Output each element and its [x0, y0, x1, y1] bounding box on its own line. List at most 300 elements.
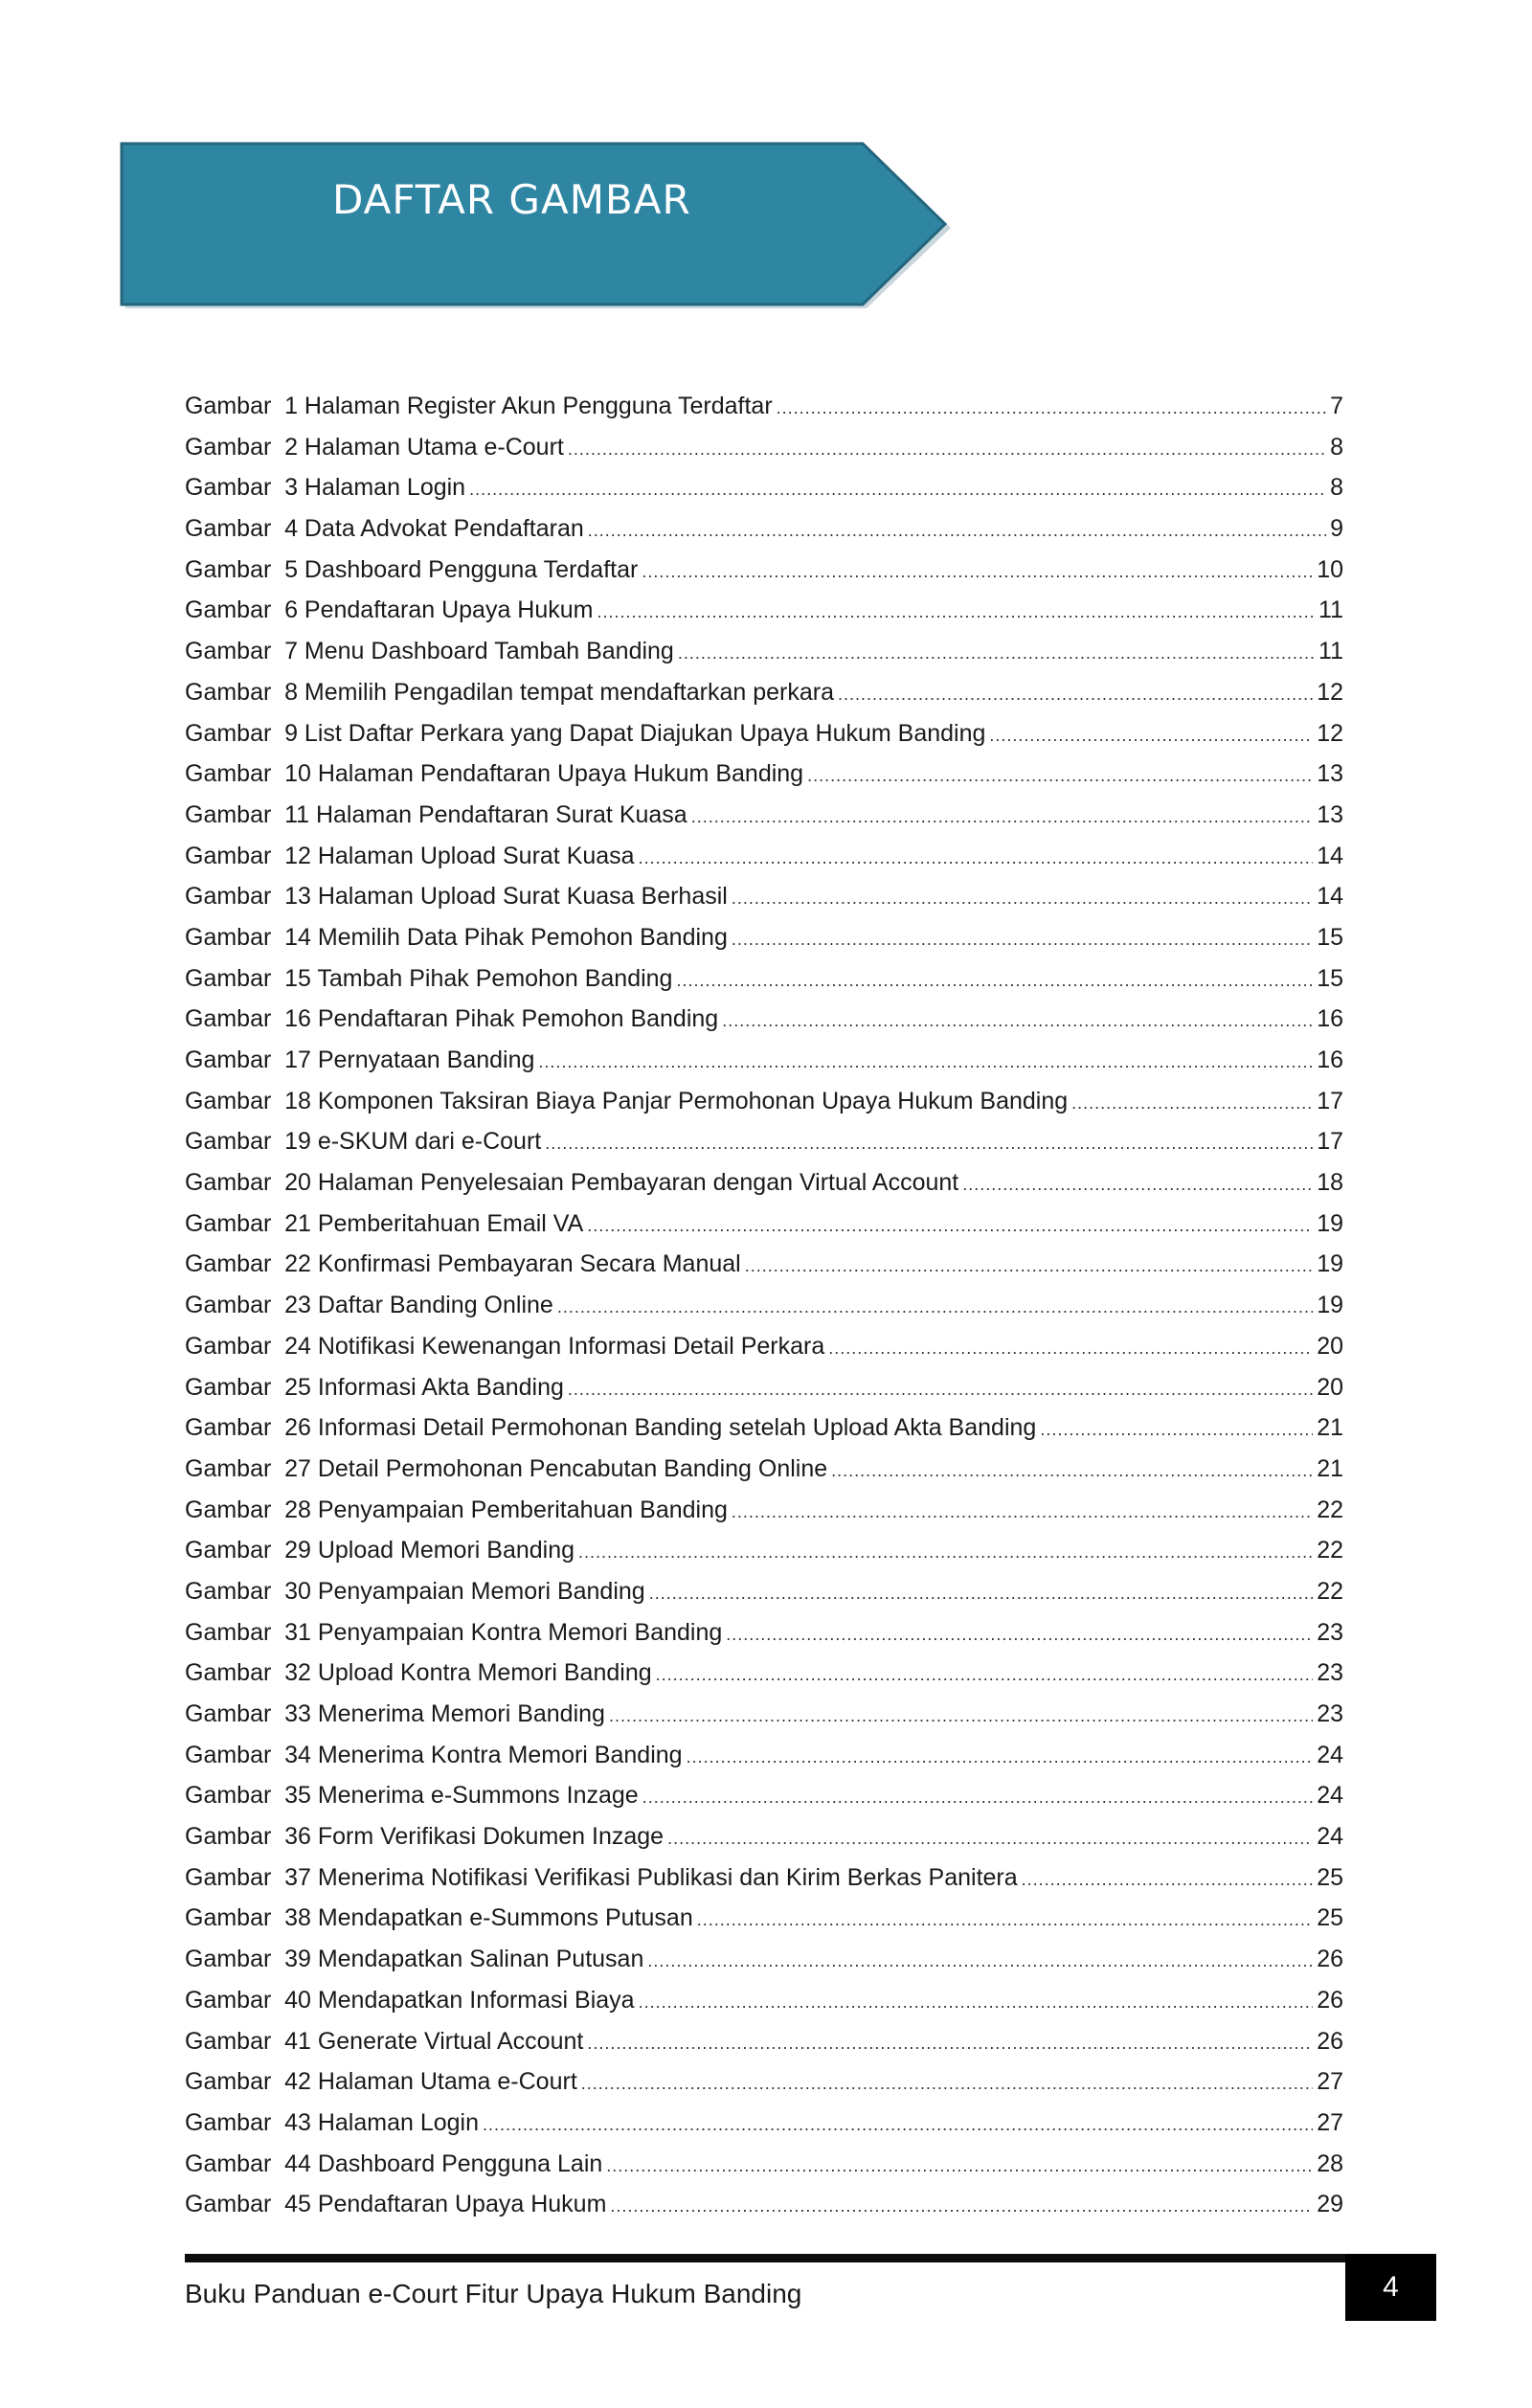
- toc-entry-label: [185, 1081, 1068, 1122]
- toc-entry-title: Pendaftaran Upaya Hukum: [304, 596, 594, 624]
- toc-entry-number: 11: [284, 800, 310, 828]
- toc-entry[interactable]: [185, 550, 1343, 591]
- toc-dot-leader: [597, 592, 1315, 633]
- toc-entry[interactable]: [185, 1244, 1343, 1285]
- toc-entry-title: Halaman Pendaftaran Surat Kuasa: [315, 800, 687, 828]
- toc-dot-leader: [828, 1328, 1313, 1369]
- toc-entry[interactable]: [185, 386, 1343, 427]
- toc-entry-title: Komponen Taksiran Biaya Panjar Permohonan Upaya Hukum Banding: [317, 1087, 1069, 1114]
- toc-entry-prefix: Gambar: [185, 474, 272, 502]
- toc-entry-title: Upload Memori Banding: [317, 1537, 575, 1564]
- toc-entry-page: 26: [1317, 1946, 1343, 1973]
- toc-entry[interactable]: [185, 1530, 1343, 1571]
- toc-dot-leader: [588, 510, 1326, 551]
- toc-entry-prefix: Gambar: [185, 1904, 272, 1932]
- toc-entry-number: 41: [284, 2027, 311, 2055]
- toc-entry-title: Halaman Upload Surat Kuasa: [317, 842, 635, 869]
- toc-entry-number: 21: [284, 1209, 311, 1237]
- toc-entry-page: 26: [1317, 2027, 1343, 2055]
- toc-entry-prefix: Gambar: [185, 1946, 272, 1973]
- toc-dot-leader: [483, 2104, 1313, 2146]
- toc-entry-number: 5: [284, 555, 298, 583]
- toc-entry[interactable]: [185, 1490, 1343, 1531]
- toc-entry-title: Halaman Upload Surat Kuasa Berhasil: [317, 883, 728, 911]
- toc-entry-title: Generate Virtual Account: [317, 2027, 584, 2055]
- toc-entry-page: 15: [1317, 923, 1343, 951]
- toc-entry-label: [185, 2061, 577, 2103]
- toc-entry-prefix: Gambar: [185, 1496, 272, 1523]
- toc-entry-title: Memilih Data Pihak Pemohon Banding: [317, 923, 728, 951]
- toc-entry-page: 25: [1317, 1863, 1343, 1891]
- toc-entry-label: [185, 672, 834, 713]
- toc-entry-prefix: Gambar: [185, 2068, 272, 2096]
- toc-dot-leader: [697, 1900, 1313, 1941]
- toc-entry-prefix: Gambar: [185, 1128, 272, 1156]
- toc-entry-title: Menerima Memori Banding: [317, 1700, 605, 1727]
- toc-entry-label: [185, 1653, 652, 1694]
- toc-entry-prefix: Gambar: [185, 1250, 272, 1278]
- toc-entry-prefix: Gambar: [185, 1986, 272, 2014]
- toc-entry-page: 18: [1317, 1169, 1343, 1197]
- toc-entry-label: [185, 1040, 534, 1081]
- toc-entry-prefix: Gambar: [185, 1454, 272, 1482]
- toc-entry-page: 23: [1317, 1659, 1343, 1687]
- toc-entry-number: 8: [284, 678, 298, 706]
- toc-entry-page: 15: [1317, 964, 1343, 992]
- toc-entry-label: [185, 1449, 827, 1490]
- toc-entry-number: 18: [284, 1087, 311, 1114]
- toc-entry-title: Pendaftaran Pihak Pemohon Banding: [317, 1005, 719, 1033]
- toc-entry-number: 19: [284, 1128, 311, 1156]
- toc-entry-title: Penyampaian Memori Banding: [317, 1577, 645, 1605]
- toc-entry[interactable]: [185, 1326, 1343, 1367]
- toc-entry[interactable]: [185, 2021, 1343, 2062]
- toc-entry-page: 22: [1317, 1496, 1343, 1523]
- toc-entry[interactable]: [185, 1285, 1343, 1326]
- toc-entry-label: [185, 631, 674, 672]
- toc-entry-title: Konfirmasi Pembayaran Secara Manual: [317, 1250, 741, 1278]
- toc-entry-label: [185, 1530, 574, 1571]
- toc-entry-page: 27: [1317, 2068, 1343, 2096]
- toc-entry-prefix: Gambar: [185, 1209, 272, 1237]
- toc-entry-title: Dashboard Pengguna Lain: [317, 2149, 603, 2177]
- toc-entry-number: 37: [284, 1863, 311, 1891]
- toc-entry[interactable]: [185, 2061, 1343, 2103]
- toc-entry[interactable]: [185, 1735, 1343, 1776]
- toc-entry-number: 16: [284, 1005, 311, 1033]
- toc-entry-number: 33: [284, 1700, 311, 1727]
- toc-entry-title: Pendaftaran Upaya Hukum: [317, 2191, 607, 2218]
- toc-entry[interactable]: [185, 713, 1343, 754]
- toc-entry-number: 35: [284, 1782, 311, 1810]
- toc-entry-number: 10: [284, 760, 311, 788]
- toc-entry-number: 25: [284, 1373, 311, 1401]
- toc-entry-label: [185, 876, 728, 917]
- toc-entry-title: Mendapatkan Salinan Putusan: [317, 1946, 644, 1973]
- toc-entry-number: 44: [284, 2149, 311, 2177]
- toc-dot-leader: [656, 1654, 1314, 1696]
- title-banner: [120, 142, 953, 310]
- toc-entry-number: 38: [284, 1904, 311, 1932]
- toc-entry[interactable]: [185, 467, 1343, 508]
- toc-entry-title: Halaman Register Akun Pengguna Terdaftar: [304, 393, 773, 419]
- toc-entry-label: [185, 1407, 1036, 1449]
- toc-entry-title: e-SKUM dari e-Court: [317, 1128, 542, 1156]
- toc-entry[interactable]: [185, 754, 1343, 795]
- toc-dot-leader: [745, 1246, 1313, 1287]
- toc-dot-leader: [639, 838, 1314, 879]
- toc-entry-prefix: Gambar: [185, 964, 272, 992]
- toc-dot-leader: [587, 1205, 1313, 1247]
- toc-entry-number: 32: [284, 1659, 311, 1687]
- toc-entry[interactable]: [185, 1612, 1343, 1654]
- banner-fill: [122, 144, 945, 304]
- toc-entry-number: 20: [284, 1169, 311, 1197]
- toc-entry-prefix: Gambar: [185, 800, 272, 828]
- toc-dot-leader: [667, 1818, 1313, 1859]
- toc-entry-label: [185, 508, 584, 550]
- footer-document-title: Buku Panduan e-Court Fitur Upaya Hukum Banding: [185, 2279, 802, 2308]
- toc-dot-leader: [568, 429, 1326, 470]
- toc-entry-title: Notifikasi Kewenangan Informasi Detail Perkara: [317, 1332, 825, 1360]
- toc-entry[interactable]: [185, 590, 1343, 631]
- toc-dot-leader: [676, 960, 1313, 1001]
- toc-dot-leader: [777, 388, 1326, 429]
- toc-entry-label: [185, 550, 638, 591]
- toc-dot-leader: [838, 674, 1313, 715]
- toc-entry-title: Mendapatkan e-Summons Putusan: [317, 1904, 693, 1932]
- toc-entry[interactable]: [185, 427, 1343, 468]
- toc-entry-prefix: Gambar: [185, 1046, 272, 1073]
- toc-entry-label: [185, 1898, 693, 1939]
- toc-entry-title: Form Verifikasi Dokumen Inzage: [317, 1823, 665, 1851]
- toc-entry-number: 27: [284, 1454, 311, 1482]
- toc-entry-number: 39: [284, 1946, 311, 1973]
- toc-dot-leader: [647, 1941, 1313, 1982]
- toc-entry-label: [185, 1121, 541, 1162]
- toc-entry-number: 30: [284, 1577, 311, 1605]
- toc-entry-title: Pemberitahuan Email VA: [317, 1209, 584, 1237]
- toc-entry-prefix: Gambar: [185, 1169, 272, 1197]
- toc-entry[interactable]: [185, 508, 1343, 550]
- toc-entry-prefix: Gambar: [185, 638, 272, 665]
- toc-entry-label: [185, 999, 718, 1040]
- toc-entry-prefix: Gambar: [185, 2027, 272, 2055]
- toc-entry-label: [185, 1326, 824, 1367]
- toc-entry-label: [185, 958, 672, 1000]
- toc-dot-leader: [989, 715, 1313, 756]
- toc-entry-prefix: Gambar: [185, 1087, 272, 1114]
- toc-entry[interactable]: [185, 1449, 1343, 1490]
- toc-entry-number: 1: [284, 393, 298, 419]
- toc-entry-prefix: Gambar: [185, 1292, 272, 1319]
- toc-entry-page: 7: [1330, 393, 1343, 419]
- toc-entry-number: 2: [284, 433, 298, 461]
- toc-entry[interactable]: [185, 1571, 1343, 1612]
- toc-entry-page: 19: [1317, 1250, 1343, 1278]
- toc-entry[interactable]: [185, 1980, 1343, 2021]
- toc-entry-title: Data Advokat Pendaftaran: [304, 515, 584, 543]
- toc-dot-leader: [1071, 1083, 1313, 1124]
- toc-entry-label: [185, 1490, 728, 1531]
- toc-entry-prefix: Gambar: [185, 1700, 272, 1727]
- toc-entry-number: 22: [284, 1250, 311, 1278]
- toc-entry-page: 13: [1317, 760, 1343, 788]
- toc-entry-prefix: Gambar: [185, 883, 272, 911]
- toc-dot-leader: [581, 2063, 1313, 2104]
- toc-dot-leader: [831, 1451, 1313, 1492]
- toc-entry[interactable]: [185, 876, 1343, 917]
- toc-entry-page: 11: [1318, 638, 1343, 665]
- toc-entry-label: [185, 1980, 635, 2021]
- toc-entry-prefix: Gambar: [185, 1741, 272, 1768]
- page-number-box: [1345, 2254, 1436, 2321]
- toc-entry-page: 12: [1317, 678, 1343, 706]
- toc-entry-page: 23: [1317, 1700, 1343, 1727]
- toc-entry-number: 29: [284, 1537, 311, 1564]
- toc-entry-number: 13: [284, 883, 311, 911]
- toc-entry-prefix: Gambar: [185, 1577, 272, 1605]
- toc-entry-title: Halaman Utama e-Court: [304, 433, 564, 461]
- toc-entry-page: 12: [1317, 719, 1343, 747]
- toc-entry-prefix: Gambar: [185, 393, 272, 419]
- footer-divider: [185, 2254, 1391, 2262]
- toc-entry-page: 19: [1317, 1209, 1343, 1237]
- toc-entry-number: 43: [284, 2108, 311, 2136]
- toc-entry-label: [185, 1612, 722, 1654]
- toc-entry-number: 24: [284, 1332, 311, 1360]
- toc-dot-leader: [609, 1696, 1313, 1737]
- toc-entry-label: [185, 836, 635, 877]
- banner-arrow-shape: [120, 142, 953, 310]
- toc-entry-prefix: Gambar: [185, 719, 272, 747]
- toc-entry[interactable]: [185, 2103, 1343, 2144]
- toc-entry[interactable]: [185, 1816, 1343, 1857]
- toc-entry[interactable]: [185, 631, 1343, 672]
- toc-entry-prefix: Gambar: [185, 1414, 272, 1442]
- toc-entry[interactable]: [185, 672, 1343, 713]
- toc-entry[interactable]: [185, 2144, 1343, 2185]
- toc-entry[interactable]: [185, 1898, 1343, 1939]
- toc-dot-leader: [639, 1982, 1314, 2023]
- toc-dot-leader: [557, 1287, 1313, 1328]
- toc-entry-label: [185, 917, 728, 958]
- toc-entry-page: 24: [1317, 1782, 1343, 1810]
- toc-entry-page: 20: [1317, 1373, 1343, 1401]
- toc-dot-leader: [726, 1614, 1313, 1655]
- toc-dot-leader: [642, 1777, 1313, 1818]
- toc-entry-label: [185, 2103, 479, 2144]
- toc-entry-prefix: Gambar: [185, 596, 272, 624]
- toc-dot-leader: [642, 551, 1313, 593]
- toc-entry-label: [185, 2021, 583, 2062]
- toc-entry-page: 16: [1317, 1005, 1343, 1033]
- toc-entry[interactable]: [185, 1775, 1343, 1816]
- toc-entry-prefix: Gambar: [185, 1537, 272, 1564]
- toc-entry-page: 10: [1317, 555, 1343, 583]
- toc-entry-label: [185, 386, 773, 427]
- toc-entry-title: Halaman Pendaftaran Upaya Hukum Banding: [317, 760, 804, 788]
- toc-entry-label: [185, 1694, 605, 1735]
- toc-entry-label: [185, 1285, 553, 1326]
- toc-entry-label: [185, 1735, 683, 1776]
- toc-entry-title: Upload Kontra Memori Banding: [317, 1659, 652, 1687]
- toc-dot-leader: [610, 2186, 1313, 2227]
- toc-entry-number: 7: [284, 638, 298, 665]
- figure-list: [185, 386, 1343, 2225]
- toc-entry-prefix: Gambar: [185, 1618, 272, 1646]
- toc-entry-page: 8: [1330, 433, 1343, 461]
- toc-entry[interactable]: [185, 1040, 1343, 1081]
- toc-dot-leader: [687, 1737, 1314, 1778]
- toc-entry-prefix: Gambar: [185, 555, 272, 583]
- toc-entry-title: Menerima Notifikasi Verifikasi Publikasi dan Kirim Berkas Panitera: [317, 1863, 1018, 1891]
- toc-entry[interactable]: [185, 1857, 1343, 1899]
- toc-entry-title: List Daftar Perkara yang Dapat Diajukan Upaya Hukum Banding: [304, 719, 986, 747]
- toc-entry-label: [185, 1367, 564, 1408]
- toc-entry-title: Daftar Banding Online: [317, 1292, 553, 1319]
- toc-entry-label: [185, 1162, 958, 1204]
- toc-entry-title: Dashboard Pengguna Terdaftar: [304, 555, 639, 583]
- toc-entry-title: Halaman Utama e-Court: [317, 2068, 577, 2096]
- toc-entry-number: 42: [284, 2068, 311, 2096]
- toc-entry-prefix: Gambar: [185, 1332, 272, 1360]
- toc-dot-leader: [807, 755, 1313, 797]
- toc-entry-page: 8: [1330, 474, 1343, 502]
- toc-entry-number: 36: [284, 1823, 311, 1851]
- toc-entry-prefix: Gambar: [185, 923, 272, 951]
- toc-entry-page: 22: [1317, 1537, 1343, 1564]
- toc-entry[interactable]: [185, 2184, 1343, 2225]
- toc-entry-title: Menerima Kontra Memori Banding: [317, 1741, 683, 1768]
- toc-entry-title: Halaman Login: [317, 2108, 479, 2136]
- toc-entry-page: 11: [1318, 596, 1343, 624]
- toc-entry-number: 45: [284, 2191, 311, 2218]
- toc-dot-leader: [606, 2146, 1313, 2187]
- toc-entry-prefix: Gambar: [185, 678, 272, 706]
- toc-entry-number: 28: [284, 1496, 311, 1523]
- toc-entry-title: Menerima e-Summons Inzage: [317, 1782, 639, 1810]
- toc-entry-title: Informasi Detail Permohonan Banding setelah Upload Akta Banding: [317, 1414, 1037, 1442]
- toc-entry-number: 12: [284, 842, 311, 869]
- toc-entry-page: 26: [1317, 1986, 1343, 2014]
- page-number: 4: [1383, 2271, 1399, 2303]
- toc-entry-title: Halaman Login: [304, 474, 466, 502]
- toc-entry[interactable]: [185, 795, 1343, 836]
- toc-entry-title: Pernyataan Banding: [317, 1046, 535, 1073]
- toc-entry-title: Tambah Pihak Pemohon Banding: [317, 964, 673, 992]
- toc-entry-prefix: Gambar: [185, 1823, 272, 1851]
- toc-dot-leader: [722, 1001, 1313, 1042]
- toc-entry[interactable]: [185, 958, 1343, 1000]
- toc-entry-number: 15: [284, 964, 311, 992]
- toc-entry-prefix: Gambar: [185, 1005, 272, 1033]
- toc-entry[interactable]: [185, 836, 1343, 877]
- toc-entry[interactable]: [185, 1407, 1343, 1449]
- toc-entry-title: Mendapatkan Informasi Biaya: [317, 1986, 635, 2014]
- toc-entry-title: Detail Permohonan Pencabutan Banding Online: [317, 1454, 828, 1482]
- toc-entry-page: 16: [1317, 1046, 1343, 1073]
- toc-entry-page: 21: [1317, 1454, 1343, 1482]
- toc-entry-title: Halaman Penyelesaian Pembayaran dengan Virtual Account: [317, 1169, 959, 1197]
- toc-entry-title: Memilih Pengadilan tempat mendaftarkan perkara: [304, 678, 834, 706]
- toc-dot-leader: [1040, 1409, 1313, 1451]
- toc-entry[interactable]: [185, 1653, 1343, 1694]
- page-title: DAFTAR GAMBAR: [332, 176, 691, 223]
- toc-entry-page: 27: [1317, 2108, 1343, 2136]
- toc-entry-prefix: Gambar: [185, 2108, 272, 2136]
- toc-entry-number: 26: [284, 1414, 311, 1442]
- toc-entry-label: [185, 2184, 606, 2225]
- toc-entry-label: [185, 2144, 602, 2185]
- toc-entry-number: 3: [284, 474, 298, 502]
- toc-entry[interactable]: [185, 1694, 1343, 1735]
- toc-entry-page: 13: [1317, 800, 1343, 828]
- toc-dot-leader: [469, 469, 1326, 510]
- toc-entry-label: [185, 1816, 664, 1857]
- toc-entry-page: 24: [1317, 1741, 1343, 1768]
- toc-dot-leader: [732, 919, 1313, 960]
- toc-entry[interactable]: [185, 1081, 1343, 1122]
- toc-entry-label: [185, 1244, 741, 1285]
- toc-entry[interactable]: [185, 1162, 1343, 1204]
- toc-entry-label: [185, 713, 985, 754]
- toc-dot-leader: [1022, 1859, 1314, 1901]
- toc-dot-leader: [732, 878, 1313, 919]
- toc-entry-page: 14: [1317, 883, 1343, 911]
- toc-entry-prefix: Gambar: [185, 515, 272, 543]
- toc-entry-prefix: Gambar: [185, 2149, 272, 2177]
- toc-entry-number: 17: [284, 1046, 311, 1073]
- toc-entry-prefix: Gambar: [185, 842, 272, 869]
- toc-dot-leader: [732, 1492, 1313, 1533]
- toc-entry-label: [185, 1775, 639, 1816]
- toc-entry-page: 21: [1317, 1414, 1343, 1442]
- toc-entry-title: Penyampaian Pemberitahuan Banding: [317, 1496, 728, 1523]
- toc-entry-page: 23: [1317, 1618, 1343, 1646]
- toc-dot-leader: [538, 1042, 1313, 1083]
- toc-entry-page: 19: [1317, 1292, 1343, 1319]
- toc-entry-title: Menu Dashboard Tambah Banding: [304, 638, 674, 665]
- toc-entry-number: 31: [284, 1618, 311, 1646]
- toc-entry[interactable]: [185, 1367, 1343, 1408]
- toc-entry-label: [185, 427, 564, 468]
- toc-entry[interactable]: [185, 917, 1343, 958]
- toc-dot-leader: [649, 1573, 1314, 1614]
- toc-entry-page: 14: [1317, 842, 1343, 869]
- toc-entry-prefix: Gambar: [185, 1863, 272, 1891]
- toc-entry-title: Informasi Akta Banding: [317, 1373, 564, 1401]
- toc-entry-prefix: Gambar: [185, 1659, 272, 1687]
- toc-entry-page: 17: [1317, 1087, 1343, 1114]
- toc-entry-page: 9: [1330, 515, 1343, 543]
- toc-entry-page: 28: [1317, 2149, 1343, 2177]
- toc-dot-leader: [678, 633, 1315, 674]
- toc-entry-prefix: Gambar: [185, 1782, 272, 1810]
- toc-entry-page: 22: [1317, 1577, 1343, 1605]
- toc-entry[interactable]: [185, 1939, 1343, 1980]
- toc-entry[interactable]: [185, 1121, 1343, 1162]
- toc-entry-label: [185, 1857, 1018, 1899]
- toc-entry-number: 34: [284, 1741, 311, 1768]
- toc-entry[interactable]: [185, 1204, 1343, 1245]
- toc-dot-leader: [568, 1369, 1313, 1410]
- toc-entry-label: [185, 467, 465, 508]
- toc-entry-title: Penyampaian Kontra Memori Banding: [317, 1618, 723, 1646]
- toc-entry[interactable]: [185, 999, 1343, 1040]
- toc-dot-leader: [545, 1123, 1313, 1164]
- toc-entry-label: [185, 590, 593, 631]
